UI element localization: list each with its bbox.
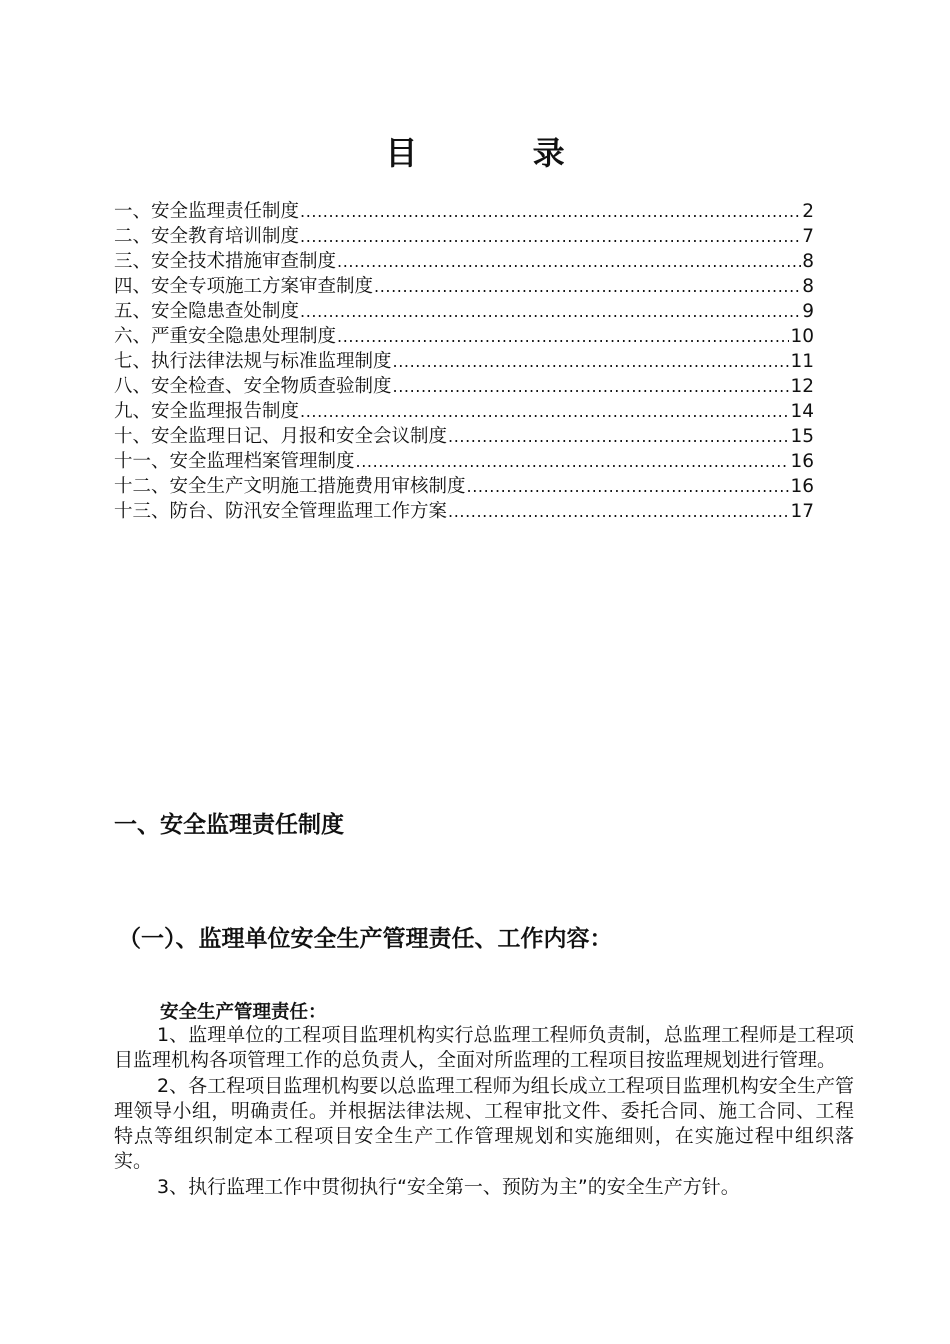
toc-entry-page: 8 bbox=[802, 251, 814, 272]
table-of-contents bbox=[114, 199, 814, 524]
toc-entry-label: 十一、安全监理档案管理制度 bbox=[114, 451, 355, 472]
toc-leader-dots bbox=[300, 199, 801, 224]
toc-entry-page: 8 bbox=[802, 276, 814, 297]
toc-entry-label: 十、安全监理日记、月报和安全会议制度 bbox=[114, 426, 448, 447]
toc-leader-dots bbox=[393, 374, 790, 399]
toc-leader-dots bbox=[448, 424, 789, 449]
toc-entry-page: 11 bbox=[790, 351, 814, 372]
body-paragraph: 1、监理单位的工程项目监理机构实行总监理工程师负责制，总监理工程师是工程项目监理机构各项管理工作的总负责人，全面对所监理的工程项目按监理规划进行管理。 bbox=[114, 1024, 854, 1072]
toc-entry-label: 四、安全专项施工方案审查制度 bbox=[114, 276, 374, 297]
toc-entry[interactable] bbox=[114, 449, 814, 474]
toc-leader-dots bbox=[393, 349, 790, 374]
toc-entry-label: 三、安全技术措施审查制度 bbox=[114, 251, 337, 272]
toc-entry-label: 二、安全教育培训制度 bbox=[114, 226, 300, 247]
toc-leader-dots bbox=[300, 224, 801, 249]
toc-entry-label: 七、执行法律法规与标准监理制度 bbox=[114, 351, 392, 372]
toc-entry-page: 17 bbox=[790, 501, 814, 522]
toc-leader-dots bbox=[448, 499, 789, 524]
toc-title: 目 录 bbox=[385, 134, 617, 172]
toc-entry-page: 9 bbox=[802, 301, 814, 322]
toc-entry-page: 2 bbox=[802, 201, 814, 222]
toc-entry-page: 10 bbox=[790, 326, 814, 347]
toc-entry[interactable] bbox=[114, 399, 814, 424]
section-body bbox=[114, 1023, 854, 1200]
toc-entry-page: 16 bbox=[790, 451, 814, 472]
toc-entry[interactable] bbox=[114, 274, 814, 299]
toc-entry[interactable] bbox=[114, 474, 814, 499]
toc-entry-page: 15 bbox=[790, 426, 814, 447]
toc-entry[interactable] bbox=[114, 374, 814, 399]
toc-entry-page: 12 bbox=[790, 376, 814, 397]
toc-leader-dots bbox=[467, 474, 790, 499]
paragraph-label: 安全生产管理责任： bbox=[160, 1002, 327, 1023]
toc-entry-page: 7 bbox=[802, 226, 814, 247]
toc-entry-page: 14 bbox=[790, 401, 814, 422]
body-paragraph: 2、各工程项目监理机构要以总监理工程师为组长成立工程项目监理机构安全生产管理领导小组，明确责任。并根据法律法规、工程审批文件、委托合同、施工合同、工程特点等组织制定本工程项目安全生产工作管理规划和实施细则，在实施过程中组织落实。 bbox=[114, 1074, 854, 1173]
toc-entry-label: 八、安全检查、安全物质查验制度 bbox=[114, 376, 392, 397]
toc-entry-label: 六、严重安全隐患处理制度 bbox=[114, 326, 337, 347]
section-heading: 一、安全监理责任制度 bbox=[114, 812, 344, 838]
toc-entry-label: 五、安全隐患查处制度 bbox=[114, 301, 300, 322]
toc-leader-dots bbox=[300, 399, 789, 424]
toc-leader-dots bbox=[337, 249, 801, 274]
toc-entry[interactable] bbox=[114, 424, 814, 449]
toc-entry[interactable] bbox=[114, 224, 814, 249]
toc-entry[interactable] bbox=[114, 199, 814, 224]
toc-entry-page: 16 bbox=[790, 476, 814, 497]
toc-leader-dots bbox=[374, 274, 801, 299]
toc-entry[interactable] bbox=[114, 324, 814, 349]
toc-entry-label: 九、安全监理报告制度 bbox=[114, 401, 300, 422]
toc-entry-label: 十二、安全生产文明施工措施费用审核制度 bbox=[114, 476, 466, 497]
toc-entry-label: 十三、防台、防汛安全管理监理工作方案 bbox=[114, 501, 448, 522]
toc-leader-dots bbox=[337, 324, 789, 349]
toc-leader-dots bbox=[356, 449, 790, 474]
subsection-heading: （一）、监理单位安全生产管理责任、工作内容： bbox=[118, 926, 613, 952]
body-paragraph: 3、执行监理工作中贯彻执行“安全第一、预防为主”的安全生产方针。 bbox=[157, 1175, 740, 1198]
toc-entry-label: 一、安全监理责任制度 bbox=[114, 201, 300, 222]
toc-entry[interactable] bbox=[114, 499, 814, 524]
toc-entry[interactable] bbox=[114, 249, 814, 274]
toc-entry[interactable] bbox=[114, 299, 814, 324]
toc-entry[interactable] bbox=[114, 349, 814, 374]
toc-leader-dots bbox=[300, 299, 801, 324]
